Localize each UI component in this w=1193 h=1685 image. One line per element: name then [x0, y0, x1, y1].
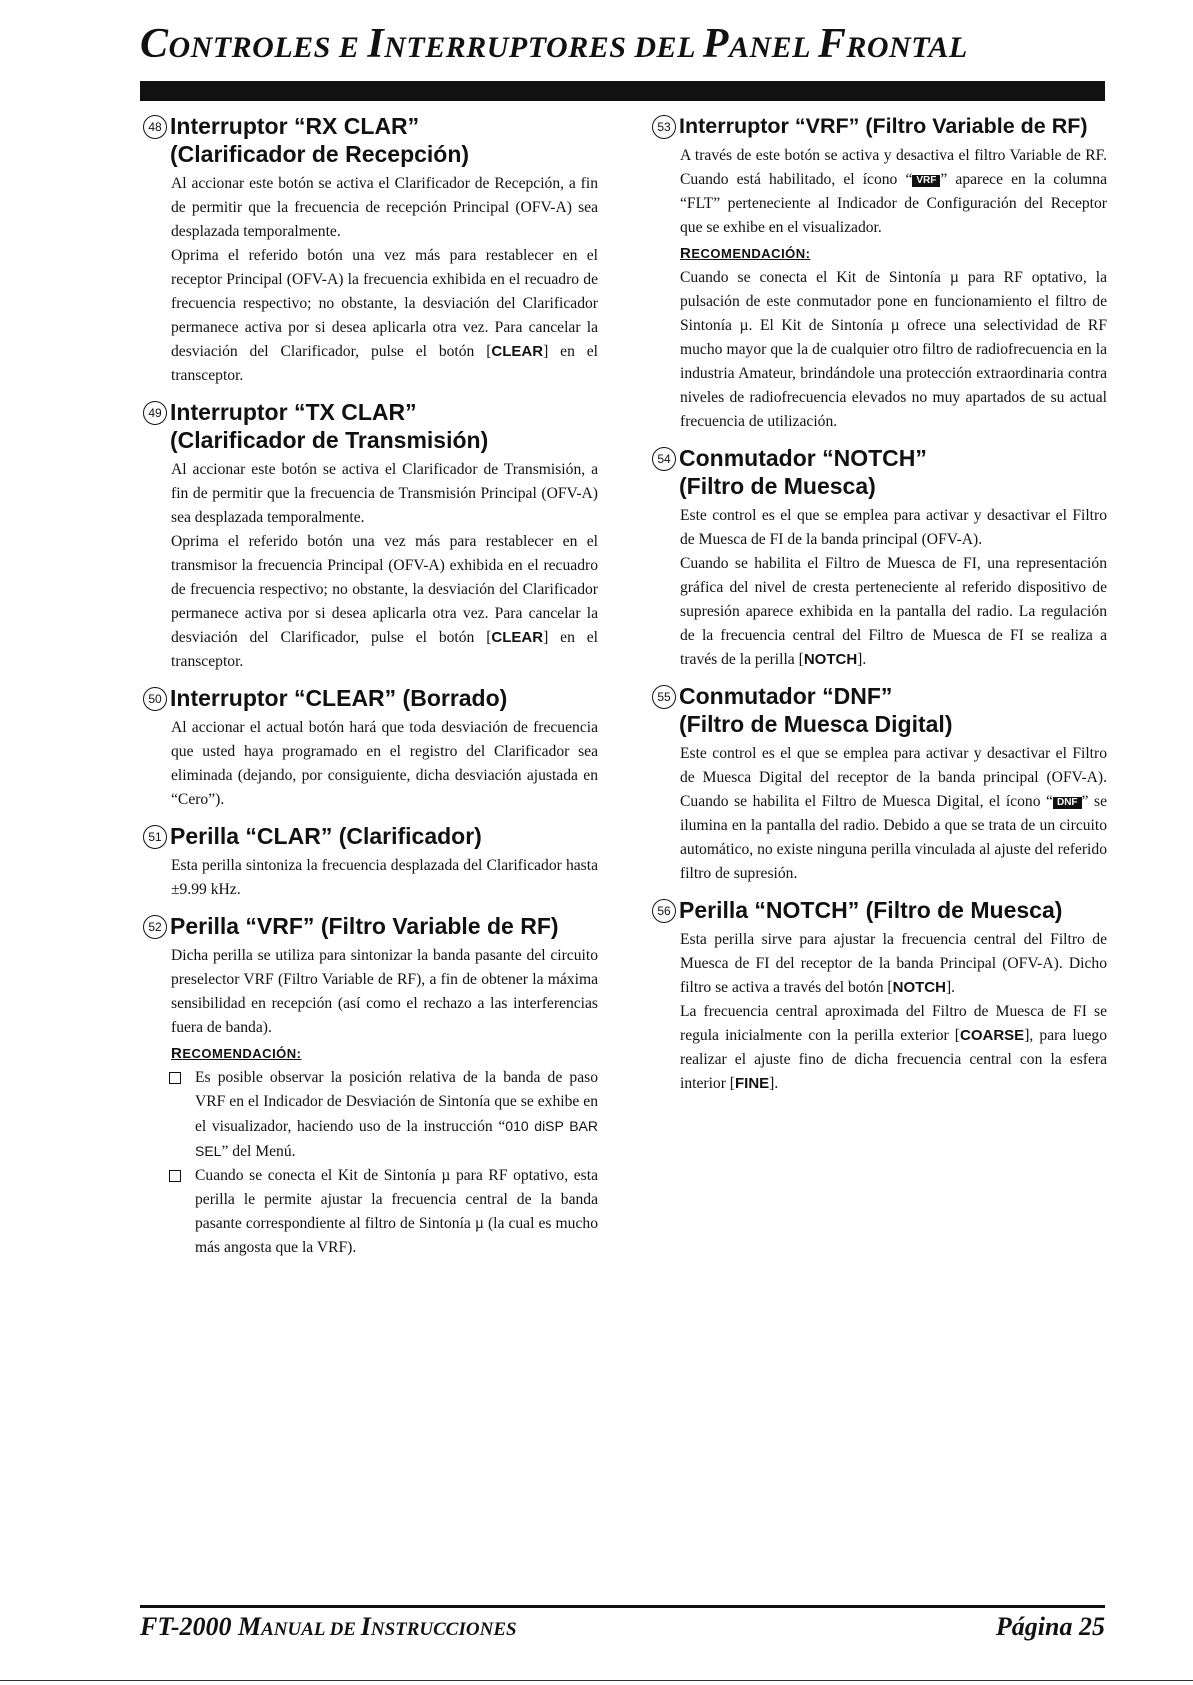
paragraph: Oprima el referido botón una vez más para restablecer en el receptor Principal (OFV-A) la frecuencia exhibida en el recuadro de frecuencia respectivo; no obstante, la desviación del Clarificador permanece activa por si desea aplicarla otra vez. Para cancelar la desviación del Clarificador, pulse el botón [CLEAR] en el transceptor. [171, 247, 598, 384]
section-number: 52 [143, 915, 167, 939]
section-subheading: (Clarificador de Recepción) [170, 141, 470, 167]
section-heading: Perilla “NOTCH” (Filtro de Muesca) [679, 897, 1063, 923]
section-48 [143, 112, 598, 388]
section-subheading: (Clarificador de Transmisión) [170, 427, 489, 453]
paragraph: Esta perilla sirve para ajustar la frecuencia central del Filtro de Muesca de FI del receptor de la banda Principal (OFV-A). Dicho filtro se activa a través del botón [NOTCH]. [680, 931, 1107, 996]
recommendation-label: RECOMENDACIÓN: [171, 1045, 302, 1062]
section-55 [652, 682, 1107, 886]
paragraph: Al accionar este botón se activa el Clarificador de Recepción, a fin de permitir que la frecuencia de recepción Principal (OFV-A) sea desplazada temporalmente. [171, 175, 598, 240]
key-label: CLEAR [491, 629, 544, 646]
paragraph: Este control es el que se emplea para activar y desactivar el Filtro de Muesca de FI de la banda principal (OFV-A). [680, 507, 1107, 548]
section-subheading: (Filtro de Muesca) [679, 473, 876, 499]
section-50 [143, 684, 598, 812]
paragraph: Dicha perilla se utiliza para sintonizar la banda pasante del circuito preselector VRF (Filtro Variable de RF), a fin de obtener la máxima sensibilidad en recepción (así como el rechazo a las interferencias fuera de banda). [171, 947, 598, 1036]
section-number: 56 [652, 899, 676, 923]
section-heading: Interruptor “VRF” (Filtro Variable de RF) [679, 114, 1088, 138]
section-heading: Interruptor “RX CLAR” [170, 113, 420, 139]
section-number: 49 [143, 401, 167, 425]
key-label: NOTCH [892, 979, 946, 996]
section-heading: Interruptor “TX CLAR” [170, 399, 417, 425]
footer-manual-title: FT-2000 MANUAL DE INSTRUCCIONES [140, 1612, 517, 1641]
key-label: NOTCH [803, 651, 858, 668]
section-number: 51 [143, 825, 167, 849]
dnf-display-icon: DNF [1053, 797, 1082, 809]
page-title: CONTROLES E INTERRUPTORES DEL PANEL FRONTAL [140, 21, 968, 67]
footer-rule [140, 1605, 1105, 1608]
section-heading: Perilla “VRF” (Filtro Variable de RF) [170, 913, 559, 939]
paragraph: Oprima el referido botón una vez más para restablecer en el transmisor la frecuencia Principal (OFV-A) exhibida en el recuadro de frecuencia respectivo; no obstante, la desviación del Clarificador permanece activa por si desea aplicarla otra vez. Para cancelar la desviación del Clarificador, pulse el botón [CLEAR] en el transceptor. [171, 533, 598, 670]
section-heading: Perilla “CLAR” (Clarificador) [170, 823, 482, 849]
paragraph: A través de este botón se activa y desactiva el filtro Variable de RF. Cuando está habilitado, el ícono “ VRF ” aparece en la columna “FLT” perteneciente al Indicador de Configuración del Receptor que se exhibe en el visualizador. [680, 147, 1107, 236]
section-53 [652, 112, 1107, 434]
section-number: 48 [143, 115, 167, 139]
section-number: 55 [652, 685, 676, 709]
paragraph: Esta perilla sintoniza la frecuencia desplazada del Clarificador hasta ±9.99 kHz. [171, 857, 598, 898]
key-label: COARSE [960, 1027, 1025, 1044]
key-label: FINE [735, 1075, 770, 1092]
section-54 [652, 444, 1107, 672]
paragraph: Este control es el que se emplea para activar y desactivar el Filtro de Muesca Digital del receptor de la banda principal (OFV-A). Cuando se habilita el Filtro de Muesca Digital, el ícono “ DNF ” se ilumina en la pantalla del radio. Debido a que se trata de un circuito automático, no existe ninguna perilla vinculada al ajuste del referido filtro de supresión. [680, 745, 1107, 882]
section-subheading: (Filtro de Muesca Digital) [679, 711, 953, 737]
section-52 [143, 912, 598, 1260]
section-number: 50 [143, 687, 167, 711]
section-56 [652, 896, 1107, 1096]
paragraph: Cuando se conecta el Kit de Sintonía µ para RF optativo, la pulsación de este conmutador pone en funcionamiento el filtro de Sintonía µ. El Kit de Sintonía µ ofrece una selectividad de RF mucho mayor que la de cualquier otro filtro de radiofrecuencia en la industria Amateur, brindándole una protección extraordinaria contra niveles de radiofrecuencia elevados no muy apartados de su actual frecuencia de utilización. [680, 269, 1107, 430]
header-rule [140, 81, 1105, 101]
section-49 [143, 398, 598, 674]
page-number: Página 25 [995, 1612, 1105, 1641]
checkbox-bullet-icon [169, 1170, 181, 1182]
section-heading: Conmutador “NOTCH” [679, 445, 927, 471]
list-item: Es posible observar la posición relativa de la banda de paso VRF en el Indicador de Desviación de Sintonía que se exhibe en el visualizador, haciendo uso de la instrucción “010 diSP BAR SEL” del Menú. [171, 1066, 598, 1164]
checkbox-bullet-icon [169, 1072, 181, 1084]
left-column [143, 112, 598, 1270]
section-heading: Conmutador “DNF” [679, 683, 893, 709]
paragraph: Al accionar este botón se activa el Clarificador de Transmisión, a fin de permitir que la frecuencia de Transmisión Principal (OFV-A) sea desplazada temporalmente. [171, 461, 598, 526]
key-label: CLEAR [491, 343, 544, 360]
section-51 [143, 822, 598, 902]
menu-code: 010 diSP BAR SEL [195, 1118, 599, 1159]
paragraph: Cuando se habilita el Filtro de Muesca de FI, una representación gráfica del nivel de cresta perteneciente al referido dispositivo de supresión aparece exhibida en la pantalla del radio. La regulación de la frecuencia central del Filtro de Muesca de FI se realiza a través de la perilla [NOTCH]. [680, 555, 1107, 668]
section-number: 54 [652, 447, 676, 471]
section-number: 53 [652, 115, 676, 139]
paragraph: La frecuencia central aproximada del Filtro de Muesca de FI se regula inicialmente con la perilla exterior [COARSE], para luego realizar el ajuste fino de dicha frecuencia central con la esfera interior [FINE]. [680, 1003, 1108, 1092]
recommendation-label: RECOMENDACIÓN: [680, 245, 811, 262]
vrf-display-icon: VRF [912, 175, 940, 187]
right-column [652, 112, 1107, 1106]
paragraph: Al accionar el actual botón hará que toda desviación de frecuencia que usted haya programado en el registro del Clarificador sea eliminada (dejando, por consiguiente, dicha desviación ajustada en “Cero”). [171, 719, 598, 808]
section-heading: Interruptor “CLEAR” (Borrado) [170, 685, 508, 711]
list-item: Cuando se conecta el Kit de Sintonía µ para RF optativo, esta perilla le permite ajustar la frecuencia central de la banda pasante correspondiente al filtro de Sintonía µ (la cual es mucho más angosta que la VRF). [171, 1164, 598, 1260]
page-edge-line [0, 1680, 1193, 1681]
